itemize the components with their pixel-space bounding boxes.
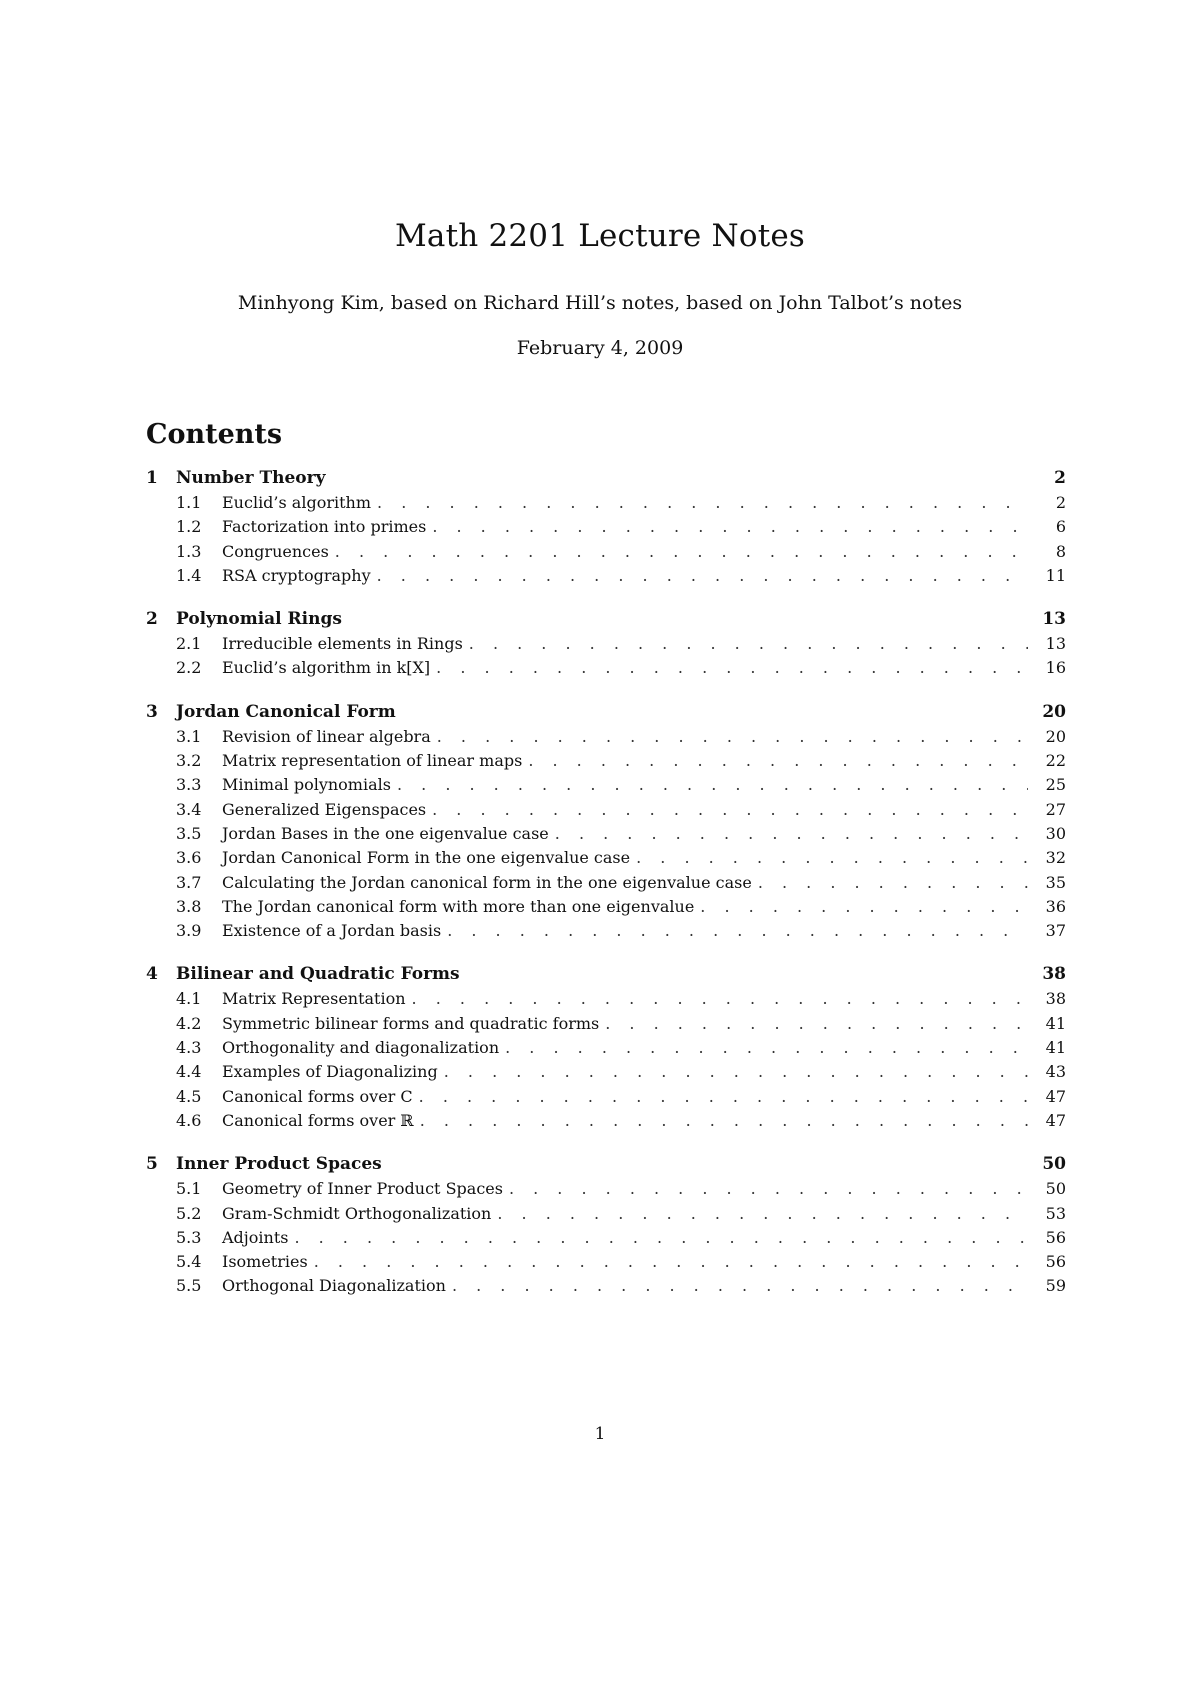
document-title: Math 2201 Lecture Notes: [394, 218, 806, 254]
toc-subsection-page: 50: [1045, 1179, 1066, 1199]
toc-subsection-title: RSA cryptography: [222, 565, 371, 585]
toc-subsection-page: 41: [1045, 1013, 1066, 1033]
toc-subsection-number: 5.1: [176, 1179, 202, 1199]
toc-subsection-page: 8: [1055, 541, 1066, 561]
toc-section: [146, 1154, 1066, 1300]
toc-subsection-title: Existence of a Jordan basis: [222, 921, 442, 941]
toc-subsection-entry[interactable]: [146, 517, 1066, 541]
toc-subsection-entry[interactable]: [146, 848, 1066, 872]
toc-section-title: Inner Product Spaces: [176, 1154, 382, 1175]
toc-section: [146, 964, 1066, 1135]
toc-subsection-page: 56: [1045, 1227, 1066, 1247]
toc-subsection-number: 4.1: [176, 989, 202, 1009]
toc-subsection-number: 3.7: [176, 872, 202, 892]
toc-dot-leader: [636, 848, 1028, 867]
toc-dot-leader: [420, 1111, 1028, 1130]
toc-dot-leader: [412, 989, 1028, 1008]
toc-section-number: 3: [146, 701, 158, 722]
toc-subsection-number: 3.2: [176, 751, 202, 771]
toc-subsection-entry[interactable]: [146, 1038, 1066, 1062]
toc-section-title: Number Theory: [176, 468, 326, 488]
toc-subsection-title: Geometry of Inner Product Spaces: [222, 1179, 503, 1199]
toc-subsection-number: 1.1: [176, 493, 202, 512]
toc-subsection-entry[interactable]: [146, 873, 1066, 897]
toc-subsection-entry[interactable]: [146, 634, 1066, 658]
document-date: February 4, 2009: [516, 337, 684, 359]
toc-section-number: 5: [146, 1154, 158, 1175]
toc-dot-leader: [314, 1252, 1028, 1271]
toc-subsection-number: 5.2: [176, 1203, 202, 1223]
toc-subsection-entry[interactable]: [146, 989, 1066, 1013]
toc-subsection-page: 20: [1045, 726, 1066, 746]
toc-section-page: 20: [1042, 701, 1066, 722]
toc-section-page: 2: [1054, 468, 1066, 488]
toc-subsection-page: 37: [1045, 921, 1066, 941]
toc-dot-leader: [758, 873, 1028, 892]
toc-subsection-page: 27: [1045, 799, 1066, 819]
toc-section-page: 38: [1042, 964, 1066, 985]
toc-dot-leader: [444, 1062, 1028, 1081]
toc-section: [146, 468, 1066, 590]
toc-subsection-title: Revision of linear algebra: [222, 726, 431, 746]
toc-dot-leader: [452, 1276, 1028, 1295]
toc-section-entry[interactable]: [146, 609, 1066, 634]
toc-subsection-number: 2.2: [176, 658, 202, 678]
toc-section: [146, 609, 1066, 683]
toc-subsection-entry[interactable]: [146, 566, 1066, 590]
toc-subsection-page: 56: [1045, 1252, 1066, 1272]
toc-section-entry[interactable]: [146, 468, 1066, 493]
page-number: 1: [594, 1424, 606, 1444]
toc-subsection-title: Orthogonal Diagonalization: [222, 1276, 446, 1296]
toc-subsection-number: 1.3: [176, 541, 202, 561]
toc-subsection-title: Orthogonality and diagonalization: [222, 1038, 500, 1058]
toc-subsection-number: 5.4: [176, 1252, 202, 1272]
toc-subsection-title: Symmetric bilinear forms and quadratic forms: [222, 1013, 600, 1033]
toc-subsection-entry[interactable]: [146, 1276, 1066, 1300]
toc-subsection-entry[interactable]: [146, 1087, 1066, 1111]
toc-subsection-title: Jordan Bases in the one eigenvalue case: [222, 823, 549, 843]
toc-subsection-title: Adjoints: [222, 1227, 289, 1247]
toc-subsection-title: Euclid’s algorithm in k[X]: [222, 658, 431, 678]
toc-subsection-entry[interactable]: [146, 1062, 1066, 1086]
toc-dot-leader: [505, 1038, 1028, 1057]
toc-subsection-entry[interactable]: [146, 1014, 1066, 1038]
toc-dot-leader: [469, 634, 1028, 653]
toc-subsection-entry[interactable]: [146, 493, 1066, 517]
toc-subsection-number: 3.6: [176, 848, 202, 868]
toc-subsection-page: 6: [1055, 517, 1066, 537]
toc-dot-leader: [397, 775, 1028, 794]
toc-subsection-number: 5.5: [176, 1276, 202, 1296]
toc-dot-leader: [605, 1014, 1028, 1033]
toc-dot-leader: [437, 727, 1028, 746]
table-of-contents: [146, 468, 1066, 1320]
toc-subsection-title: Calculating the Jordan canonical form in the one eigenvalue case: [222, 872, 752, 892]
toc-section-title: Bilinear and Quadratic Forms: [176, 964, 460, 985]
toc-dot-leader: [700, 897, 1028, 916]
toc-subsection-title: Jordan Canonical Form in the one eigenvalue case: [222, 848, 631, 868]
toc-subsection-entry[interactable]: [146, 1228, 1066, 1252]
toc-subsection-title: Minimal polynomials: [222, 775, 391, 795]
toc-section-number: 1: [146, 468, 158, 488]
toc-subsection-title: Congruences: [222, 541, 329, 561]
toc-subsection-number: 4.6: [176, 1110, 202, 1130]
toc-subsection-entry[interactable]: [146, 775, 1066, 799]
toc-subsection-title: Canonical forms over ℝ: [222, 1110, 414, 1130]
toc-subsection-page: 11: [1045, 565, 1066, 585]
toc-subsection-page: 25: [1045, 775, 1066, 795]
toc-dot-leader: [432, 800, 1028, 819]
toc-subsection-entry[interactable]: [146, 727, 1066, 751]
toc-subsection-entry[interactable]: [146, 921, 1066, 945]
toc-subsection-page: 43: [1045, 1062, 1066, 1082]
toc-subsection-title: Matrix Representation: [222, 989, 406, 1009]
toc-subsection-title: The Jordan canonical form with more than one eigenvalue: [222, 896, 695, 916]
toc-subsection-title: Gram-Schmidt Orthogonalization: [222, 1203, 492, 1223]
toc-subsection-page: 59: [1045, 1276, 1066, 1296]
toc-section: [146, 702, 1066, 946]
toc-dot-leader: [497, 1204, 1028, 1223]
toc-subsection-number: 3.5: [176, 823, 202, 843]
toc-subsection-number: 3.9: [176, 921, 202, 941]
contents-heading: Contents: [146, 419, 283, 450]
toc-section-title: Polynomial Rings: [176, 609, 342, 630]
toc-section-entry[interactable]: [146, 1154, 1066, 1179]
toc-subsection-number: 3.3: [176, 775, 202, 795]
toc-subsection-number: 1.4: [176, 565, 202, 585]
toc-subsection-number: 3.8: [176, 896, 202, 916]
toc-subsection-page: 22: [1045, 751, 1066, 771]
toc-subsection-number: 4.3: [176, 1038, 202, 1058]
toc-subsection-number: 4.2: [176, 1013, 202, 1033]
toc-subsection-page: 32: [1045, 848, 1066, 868]
toc-dot-leader: [432, 517, 1028, 536]
toc-subsection-entry[interactable]: [146, 824, 1066, 848]
toc-subsection-title: Euclid’s algorithm: [222, 493, 372, 512]
toc-subsection-page: 16: [1045, 658, 1066, 678]
toc-subsection-entry[interactable]: [146, 800, 1066, 824]
toc-dot-leader: [528, 751, 1028, 770]
toc-subsection-page: 47: [1045, 1086, 1066, 1106]
toc-subsection-page: 13: [1045, 634, 1066, 654]
document-authors: Minhyong Kim, based on Richard Hill’s notes, based on John Talbot’s notes: [237, 292, 963, 314]
toc-subsection-page: 2: [1055, 493, 1066, 512]
toc-dot-leader: [377, 566, 1028, 585]
toc-subsection-number: 1.2: [176, 517, 202, 537]
toc-subsection-title: Factorization into primes: [222, 517, 427, 537]
toc-subsection-number: 3.4: [176, 799, 202, 819]
toc-subsection-number: 4.5: [176, 1086, 202, 1106]
toc-subsection-entry[interactable]: [146, 542, 1066, 566]
toc-subsection-entry[interactable]: [146, 1179, 1066, 1203]
toc-subsection-entry[interactable]: [146, 658, 1066, 682]
toc-subsection-title: Matrix representation of linear maps: [222, 751, 523, 771]
toc-section-page: 50: [1042, 1154, 1066, 1175]
toc-section-number: 2: [146, 609, 158, 630]
toc-dot-leader: [436, 658, 1028, 677]
toc-subsection-title: Irreducible elements in Rings: [222, 634, 463, 654]
toc-dot-leader: [377, 493, 1028, 512]
toc-section-entry[interactable]: [146, 964, 1066, 989]
toc-dot-leader: [419, 1087, 1028, 1106]
toc-subsection-number: 4.4: [176, 1062, 202, 1082]
toc-subsection-entry[interactable]: [146, 1252, 1066, 1276]
toc-subsection-number: 5.3: [176, 1227, 202, 1247]
toc-section-title: Jordan Canonical Form: [176, 701, 396, 722]
toc-dot-leader: [294, 1228, 1028, 1247]
toc-subsection-entry[interactable]: [146, 751, 1066, 775]
toc-subsection-title: Generalized Eigenspaces: [222, 799, 427, 819]
toc-subsection-entry[interactable]: [146, 897, 1066, 921]
toc-section-entry[interactable]: [146, 702, 1066, 727]
toc-dot-leader: [509, 1179, 1028, 1198]
toc-subsection-page: 38: [1045, 989, 1066, 1009]
toc-subsection-title: Isometries: [222, 1252, 308, 1272]
toc-section-number: 4: [146, 964, 158, 985]
toc-subsection-number: 2.1: [176, 634, 202, 654]
toc-subsection-page: 35: [1045, 872, 1066, 892]
toc-subsection-page: 41: [1045, 1038, 1066, 1058]
toc-dot-leader: [555, 824, 1028, 843]
toc-subsection-page: 53: [1045, 1203, 1066, 1223]
toc-subsection-page: 36: [1045, 896, 1066, 916]
toc-subsection-title: Examples of Diagonalizing: [222, 1062, 438, 1082]
toc-subsection-page: 47: [1045, 1110, 1066, 1130]
toc-subsection-page: 30: [1045, 823, 1066, 843]
toc-dot-leader: [335, 542, 1028, 561]
toc-dot-leader: [447, 921, 1028, 940]
toc-subsection-number: 3.1: [176, 726, 202, 746]
toc-subsection-entry[interactable]: [146, 1111, 1066, 1135]
toc-subsection-entry[interactable]: [146, 1204, 1066, 1228]
toc-subsection-title: Canonical forms over C: [222, 1086, 413, 1106]
toc-section-page: 13: [1042, 609, 1066, 630]
